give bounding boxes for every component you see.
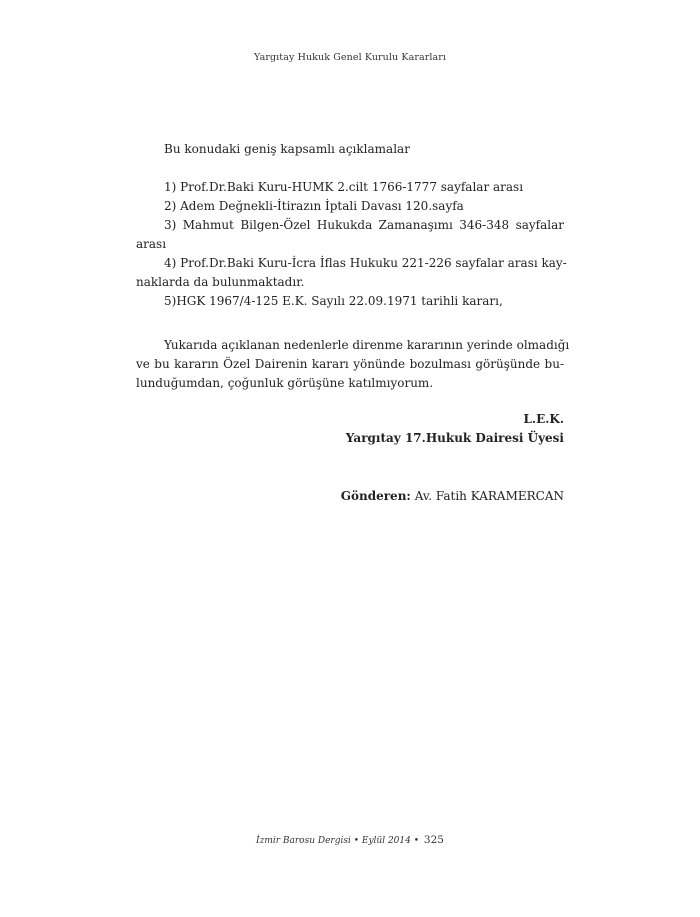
reference-item-3-continued: arası [136, 237, 167, 251]
conclusion-line-2: ve bu kararın Özel Dairenin kararı yönünde bozulması görüşünde bu- [136, 357, 564, 371]
sender-line [341, 489, 564, 503]
running-header: Yargıtay Hukuk Genel Kurulu Kararları [253, 52, 447, 63]
conclusion-line-1: Yukarıda açıklanan nedenlerle direnme kararının yerinde olmadığı [164, 338, 570, 352]
reference-item-4: 4) Prof.Dr.Baki Kuru-İcra İflas Hukuku 221-226 sayfalar arası kay- [164, 256, 567, 270]
sender-label: Gönderen: [340, 489, 411, 503]
reference-item-5: 5)HGK 1967/4-125 E.K. Sayılı 22.09.1971 tarihli kararı, [164, 294, 503, 308]
page-footer [0, 834, 700, 846]
footer-journal: İzmir Barosu Dergisi • Eylül 2014 • [256, 836, 420, 846]
intro-line: Bu konudaki geniş kapsamlı açıklamalar [164, 142, 410, 156]
conclusion-line-3: lunduğumdan, çoğunluk görüşüne katılmıyorum. [136, 376, 434, 390]
signature-initials: L.E.K. [523, 412, 564, 426]
reference-item-4-continued: naklarda da bulunmaktadır. [136, 275, 305, 289]
signature-title: Yargıtay 17.Hukuk Dairesi Üyesi [345, 431, 564, 445]
reference-item-1: 1) Prof.Dr.Baki Kuru-HUMK 2.cilt 1766-1777 sayfalar arası [164, 180, 524, 194]
reference-item-2: 2) Adem Değnekli-İtirazın İptali Davası 120.sayfa [164, 199, 464, 213]
reference-list [136, 178, 567, 311]
sender-name: Av. Fatih KARAMERCAN [414, 489, 564, 503]
intro-paragraph [136, 140, 564, 159]
conclusion-paragraph [136, 336, 570, 393]
page-number: 325 [423, 834, 444, 846]
reference-item-3: 3) Mahmut Bilgen-Özel Hukukda Zamanaşımı 346-348 sayfalar [164, 218, 564, 232]
